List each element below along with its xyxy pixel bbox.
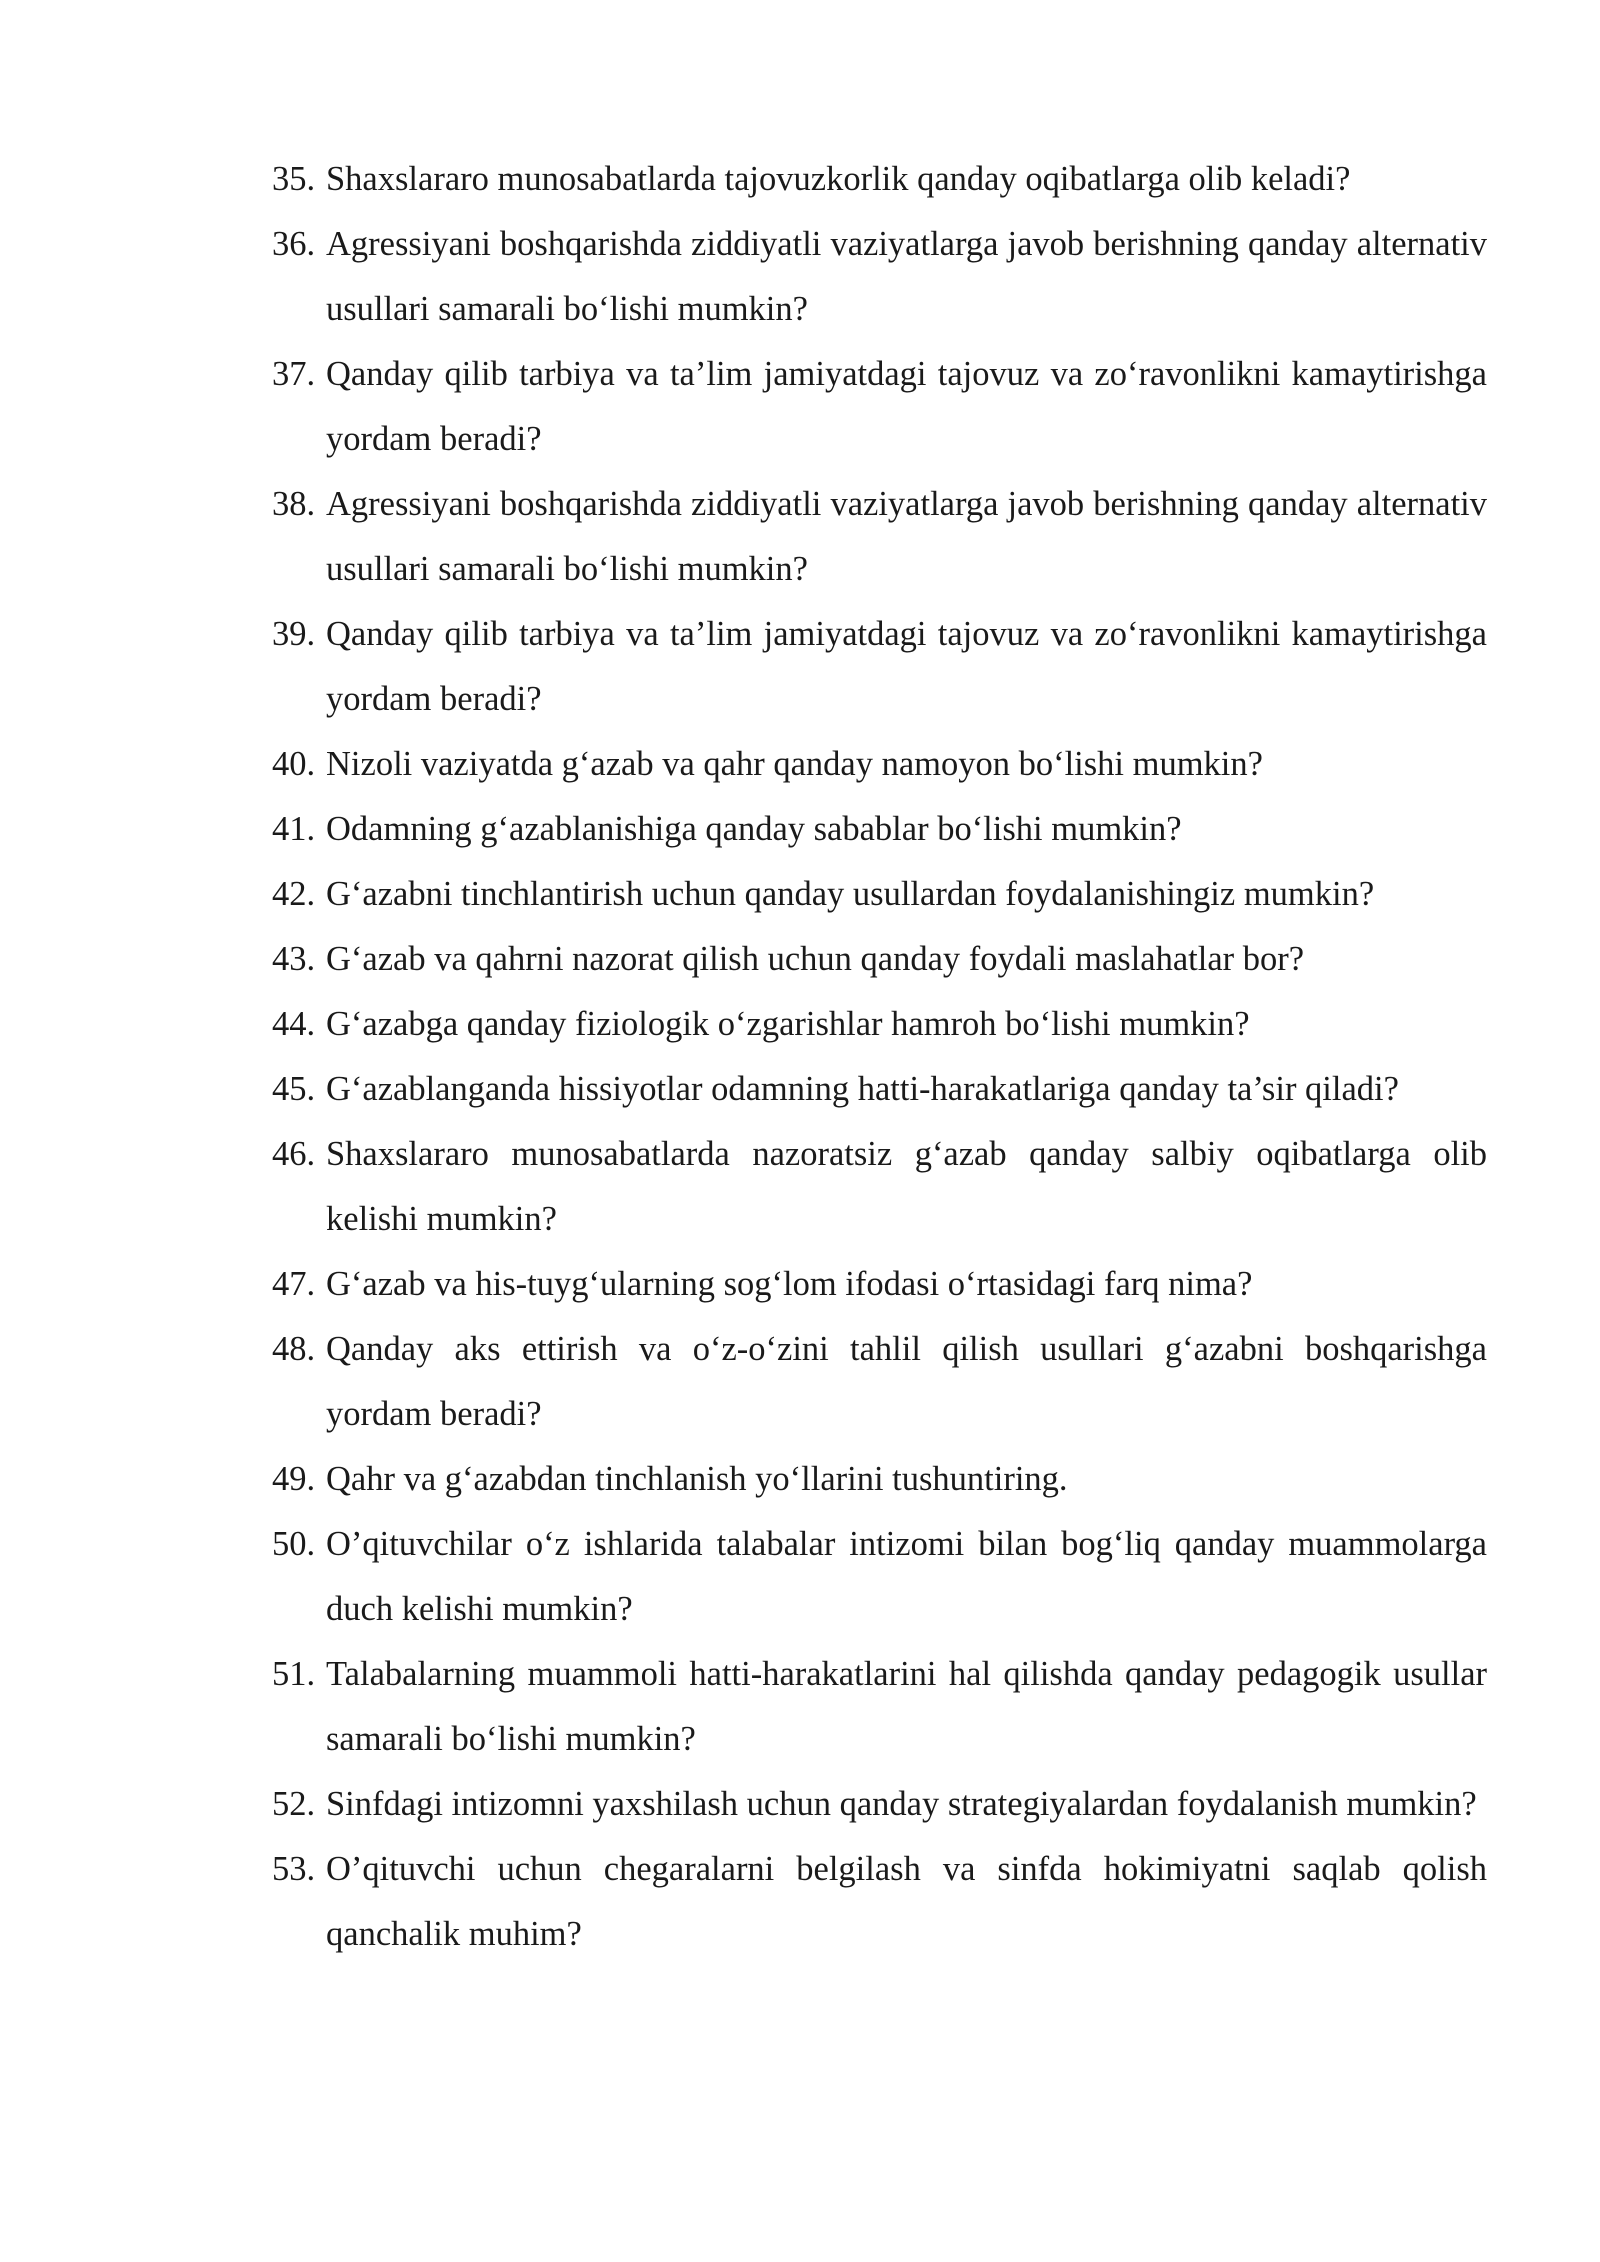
question-text: Qanday aks ettirish va o‘z-o‘zini tahlil qilish usullari g‘azabni boshqarishga yordam beradi? xyxy=(326,1330,1487,1433)
question-text: Shaxslararo munosabatlarda tajovuzkorlik qanday oqibatlarga olib keladi? xyxy=(326,160,1351,198)
question-text: Agressiyani boshqarishda ziddiyatli vaziyatlarga javob berishning qanday alternativ usullari samarali bo‘lishi mumkin? xyxy=(326,485,1487,588)
question-text: G‘azablanganda hissiyotlar odamning hatti-harakatlariga qanday ta’sir qiladi? xyxy=(326,1070,1399,1108)
question-text: O’qituvchi uchun chegaralarni belgilash va sinfda hokimiyatni saqlab qolish qanchalik muhim? xyxy=(326,1850,1487,1953)
question-item xyxy=(272,1252,1487,1317)
question-item xyxy=(272,472,1487,602)
question-item xyxy=(272,1772,1487,1837)
question-item xyxy=(272,1317,1487,1447)
question-text: Qanday qilib tarbiya va ta’lim jamiyatdagi tajovuz va zo‘ravonlikni kamaytirishga yordam beradi? xyxy=(326,615,1487,718)
question-number: 47. xyxy=(272,1265,316,1303)
question-number: 43. xyxy=(272,940,316,978)
question-number: 35. xyxy=(272,160,316,198)
question-item xyxy=(272,992,1487,1057)
question-item xyxy=(272,342,1487,472)
question-item xyxy=(272,1837,1487,1967)
question-number: 48. xyxy=(272,1330,316,1368)
question-text: Sinfdagi intizomni yaxshilash uchun qanday strategiyalardan foydalanish mumkin? xyxy=(326,1785,1477,1823)
question-number: 41. xyxy=(272,810,316,848)
question-item xyxy=(272,1447,1487,1512)
question-number: 49. xyxy=(272,1460,316,1498)
question-item xyxy=(272,1057,1487,1122)
question-text: G‘azabni tinchlantirish uchun qanday usullardan foydalanishingiz mumkin? xyxy=(326,875,1375,913)
question-number: 52. xyxy=(272,1785,316,1823)
question-item xyxy=(272,602,1487,732)
question-item xyxy=(272,927,1487,992)
question-number: 46. xyxy=(272,1135,316,1173)
question-number: 36. xyxy=(272,225,316,263)
question-number: 39. xyxy=(272,615,316,653)
question-number: 50. xyxy=(272,1525,316,1563)
question-item xyxy=(272,1642,1487,1772)
question-text: Nizoli vaziyatda g‘azab va qahr qanday namoyon bo‘lishi mumkin? xyxy=(326,745,1263,783)
question-text: Talabalarning muammoli hatti-harakatlarini hal qilishda qanday pedagogik usullar samarali bo‘lishi mumkin? xyxy=(326,1655,1487,1758)
question-text: O’qituvchilar o‘z ishlarida talabalar intizomi bilan bog‘liq qanday muammolarga duch kelishi mumkin? xyxy=(326,1525,1487,1628)
question-text: Qahr va g‘azabdan tinchlanish yo‘llarini tushuntiring. xyxy=(326,1460,1068,1498)
question-text: Qanday qilib tarbiya va ta’lim jamiyatdagi tajovuz va zo‘ravonlikni kamaytirishga yordam beradi? xyxy=(326,355,1487,458)
question-text: G‘azab va qahrni nazorat qilish uchun qanday foydali maslahatlar bor? xyxy=(326,940,1305,978)
question-number: 42. xyxy=(272,875,316,913)
question-text: Shaxslararo munosabatlarda nazoratsiz g‘azab qanday salbiy oqibatlarga olib kelishi mumkin? xyxy=(326,1135,1487,1238)
question-text: Agressiyani boshqarishda ziddiyatli vaziyatlarga javob berishning qanday alternativ usullari samarali bo‘lishi mumkin? xyxy=(326,225,1487,328)
question-number: 45. xyxy=(272,1070,316,1108)
question-item xyxy=(272,1122,1487,1252)
question-number: 37. xyxy=(272,355,316,393)
question-text: Odamning g‘azablanishiga qanday sabablar bo‘lishi mumkin? xyxy=(326,810,1182,848)
question-text: G‘azab va his-tuyg‘ularning sog‘lom ifodasi o‘rtasidagi farq nima? xyxy=(326,1265,1253,1303)
question-item xyxy=(272,862,1487,927)
question-item xyxy=(272,212,1487,342)
question-number: 44. xyxy=(272,1005,316,1043)
question-item xyxy=(272,147,1487,212)
question-item xyxy=(272,797,1487,862)
question-number: 40. xyxy=(272,745,316,783)
question-text: G‘azabga qanday fiziologik o‘zgarishlar hamroh bo‘lishi mumkin? xyxy=(326,1005,1250,1043)
question-item xyxy=(272,732,1487,797)
question-list xyxy=(272,147,1487,1967)
question-item xyxy=(272,1512,1487,1642)
question-number: 38. xyxy=(272,485,316,523)
question-number: 51. xyxy=(272,1655,316,1693)
question-number: 53. xyxy=(272,1850,316,1888)
